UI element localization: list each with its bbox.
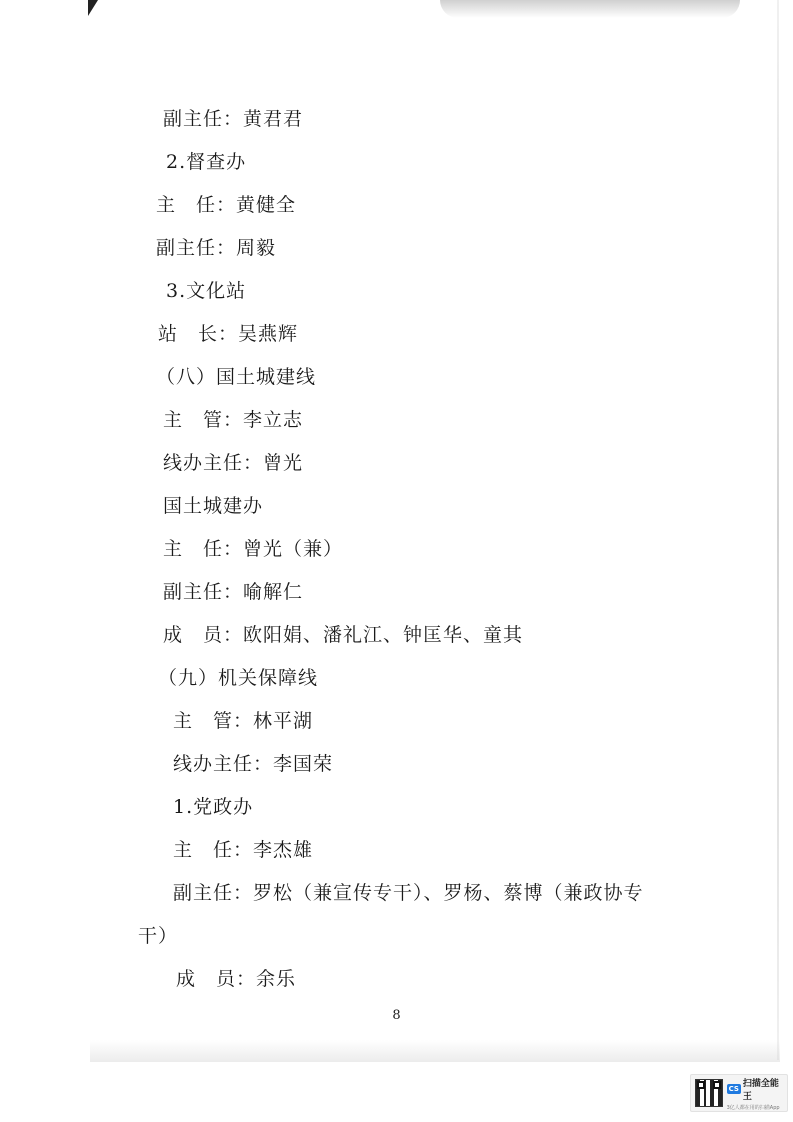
text-line: 线办主任：李国荣 bbox=[173, 753, 334, 775]
text-line: 主 管：林平湖 bbox=[173, 710, 314, 732]
text-line: 主 任：李杰雄 bbox=[173, 839, 314, 861]
page-number: 8 bbox=[392, 1008, 401, 1023]
text-line: 副主任：罗松（兼宣传专干）、罗杨、蔡博（兼政协专 bbox=[173, 882, 644, 904]
text-line: 干） bbox=[138, 925, 179, 947]
section-heading: （九）机关保障线 bbox=[158, 667, 319, 689]
text-line: 主 任：曾光（兼） bbox=[163, 538, 344, 560]
text-line: 主 管：李立志 bbox=[163, 409, 304, 431]
section-heading: 3.文化站 bbox=[166, 280, 247, 302]
scan-corner-mark bbox=[88, 0, 98, 16]
section-heading: 1.党政办 bbox=[173, 796, 254, 818]
section-heading: 2.督查办 bbox=[166, 151, 247, 173]
qr-code-icon bbox=[695, 1079, 723, 1107]
scanner-watermark bbox=[690, 1074, 788, 1112]
camscanner-logo-icon: CS bbox=[728, 1084, 739, 1093]
watermark-text bbox=[727, 1076, 787, 1111]
watermark-brand-name: 扫描全能王 bbox=[742, 1078, 779, 1102]
section-heading: 国土城建办 bbox=[163, 495, 264, 517]
text-line: 副主任：喻解仁 bbox=[163, 581, 304, 603]
section-heading: （八）国土城建线 bbox=[156, 366, 317, 388]
text-line: 主 任：黄健全 bbox=[156, 194, 297, 216]
watermark-brand bbox=[727, 1076, 787, 1102]
scan-shadow-bottom bbox=[90, 1040, 780, 1062]
text-line: 成 员：欧阳娟、潘礼江、钟匡华、童其 bbox=[163, 624, 524, 646]
text-line: 站 长：吴燕辉 bbox=[158, 323, 299, 345]
scan-shadow bbox=[440, 0, 740, 18]
scan-edge bbox=[777, 0, 779, 1060]
watermark-slogan: 3亿人都在用的扫描App bbox=[726, 1104, 780, 1111]
text-line: 成 员：余乐 bbox=[176, 968, 297, 990]
text-line: 副主任：周毅 bbox=[156, 237, 277, 259]
text-line: 线办主任：曾光 bbox=[163, 452, 304, 474]
text-line: 副主任：黄君君 bbox=[163, 108, 304, 130]
